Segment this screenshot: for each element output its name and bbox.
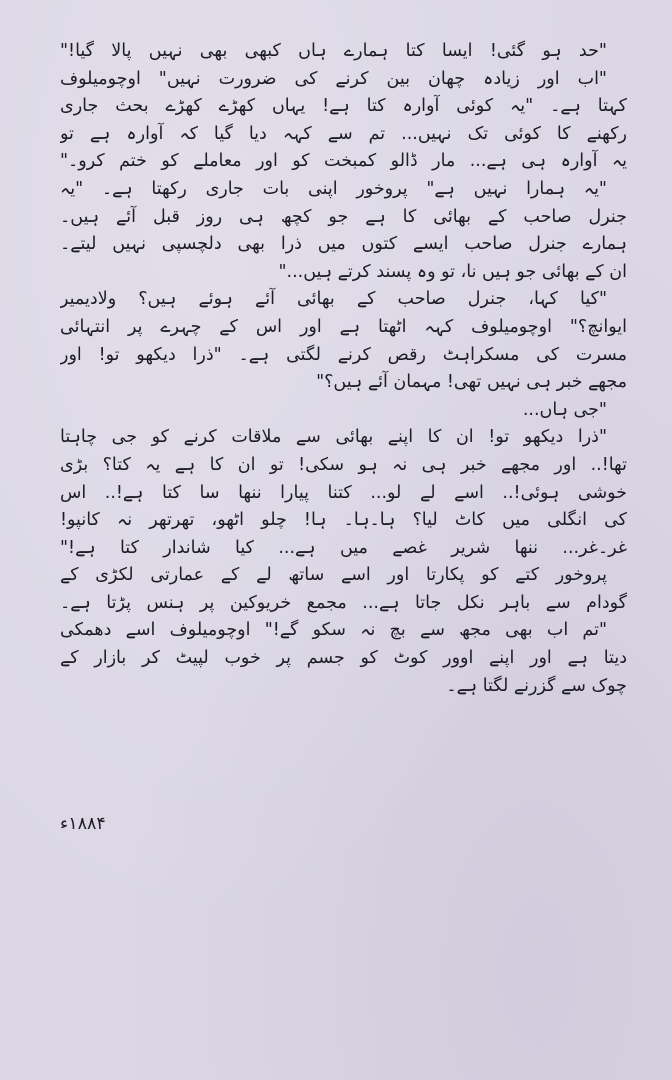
text-line: غر۔غر... ننھا شریر غصے میں ہے... کیا شاندار کتا ہے!" [60,537,627,558]
text-line: پروخور کتے کو پکارتا اور اسے ساتھ لے کے عمارتی لکڑی کے [60,565,607,586]
text-line: "یہ ہمارا نہیں ہے" پروخور اپنی بات جاری رکھتا ہے۔ "یہ [60,178,607,199]
year-label: ۱۸۸۴ء [60,814,106,834]
text-line: کی انگلی میں کاٹ لیا؟ ہا۔ہا۔ ہا! چلو اٹھو، تھرتھر نہ کانپو! [60,510,627,531]
text-line: ان کے بھائی جو ہیں نا، تو وہ پسند کرتے ہیں..." [278,261,627,282]
text-line: ایوانچ؟" اوچومیلوف کہہ اٹھتا ہے اور اس کے چہرے پر انتہائی [60,316,627,337]
text-line: کہتا ہے۔ "یہ کوئی آوارہ کتا ہے! یہاں کھڑے کھڑے بحث جاری [60,96,627,117]
text-line: یہ آوارہ ہی ہے... مار ڈالو کمبخت کو اور معاملے کو ختم کرو۔" [60,151,627,172]
text-line: "تم اب بھی مجھ سے بچ نہ سکو گے!" اوچومیلوف اسے دھمکی [60,620,607,641]
text-line: "جی ہاں... [522,399,607,420]
text-line: "کیا کہا، جنرل صاحب کے بھائی آئے ہوئے ہیں؟ ولادیمیر [60,289,607,310]
text-line: خوشی ہوئی!.. اسے لے لو... کتنا پیارا ننھا سا کتا ہے!.. اس [60,482,627,503]
text-line: چوک سے گزرنے لگتا ہے۔ [446,675,627,696]
story-text [60,38,627,700]
text-line: رکھنے کا کوئی تک نہیں... تم سے کہہ دیا گیا کہ آوارہ ہے تو [60,123,627,144]
text-line: مجھے خبر ہی نہیں تھی! مہمان آئے ہیں؟" [316,372,627,393]
text-line: "حد ہو گئی! ایسا کتا ہمارے ہاں کبھی بھی نہیں پالا گیا!" [60,41,607,61]
text-line: گودام سے باہر نکل جاتا ہے... مجمع خریوکین پر ہنس پڑتا ہے۔ [60,592,627,613]
text-line: دیتا ہے اور اپنے اوور کوٹ کو جسم پر خوب لپیٹ کر بازار کے [60,648,627,669]
text-line: ہمارے جنرل صاحب ایسے کتوں میں ذرا بھی دلچسپی نہیں لیتے۔ [60,234,627,255]
text-line: تھا!.. اور مجھے خبر ہی نہ ہو سکی! تو ان کا ہے یہ کتا؟ بڑی [60,454,627,475]
text-line: مسرت کی مسکراہٹ رقص کرنے لگتی ہے۔ "ذرا دیکھو تو! اور [60,344,627,365]
text-line: "اب اور زیادہ چھان بین کرنے کی ضرورت نہیں" اوچومیلوف [60,68,607,89]
text-line: جنرل صاحب کے بھائی کا ہے جو کچھ ہی روز قبل آئے ہیں۔ [60,206,627,227]
text-line: "ذرا دیکھو تو! ان کا اپنے بھائی سے ملاقات کرنے کو جی چاہتا [60,427,607,448]
